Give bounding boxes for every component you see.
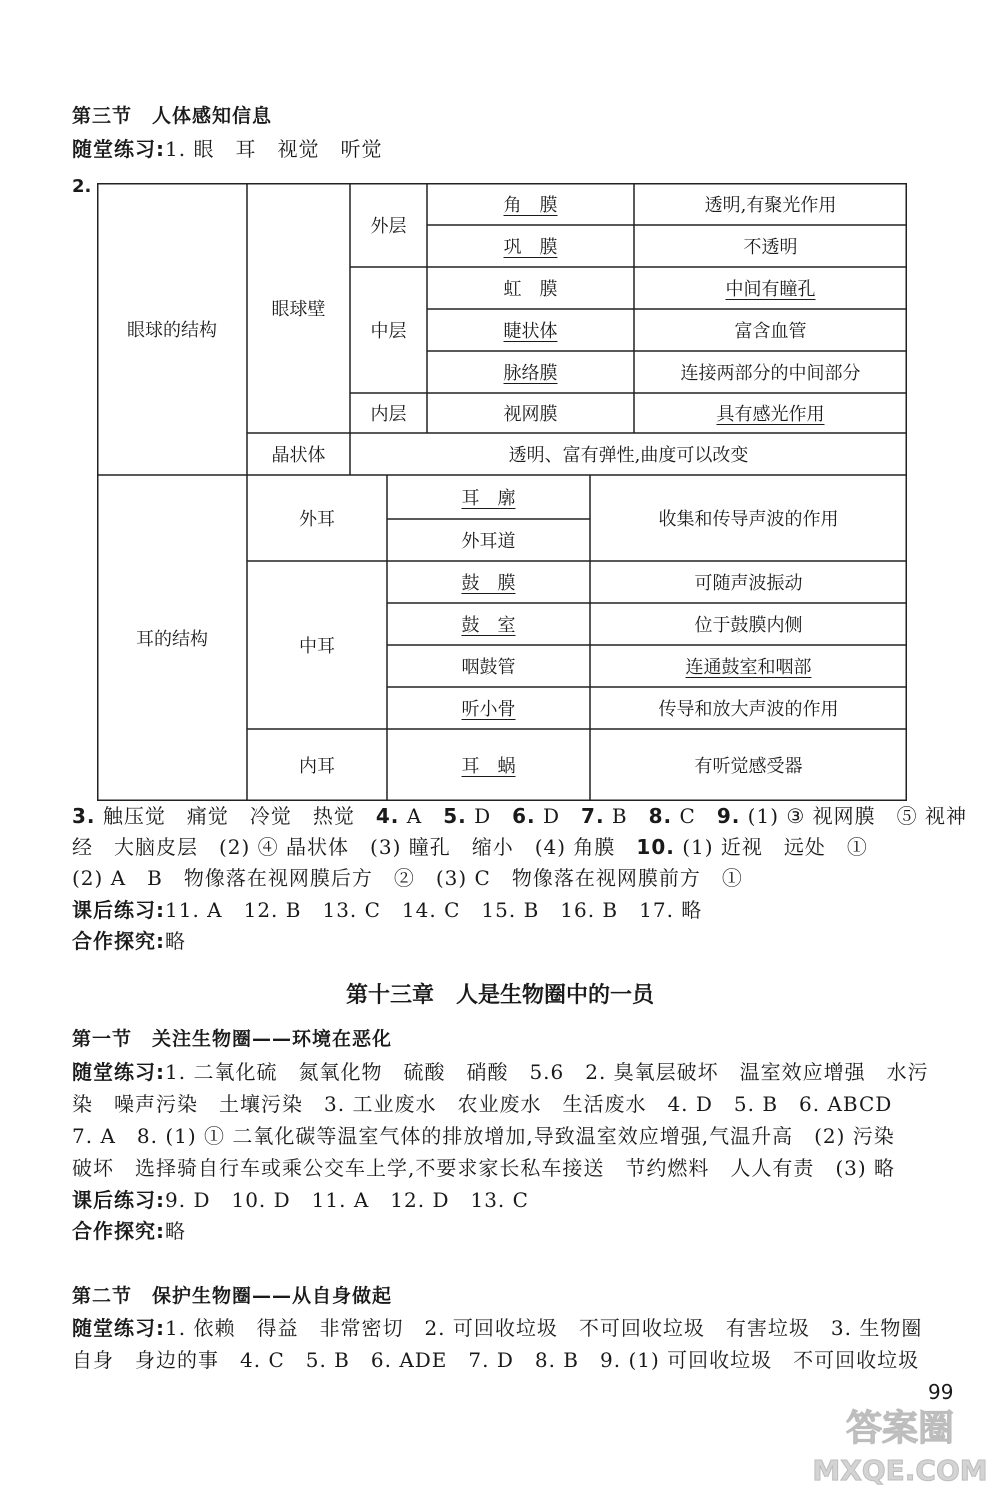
sec2-line-1 [72, 1313, 922, 1343]
sec1-line-3: 7. A 8. (1) ① 二氧化碳等温室气体的排放增加,导致温室效应增强,气温升高 (2) 污染 [72, 1124, 895, 1148]
answer-text: B [604, 804, 649, 828]
sec1-line-2: 染 噪声污染 土壤污染 3. 工业废水 农业废水 生活废水 4. D 5. B 6. ABCD [72, 1092, 893, 1116]
q-num: 5. [443, 804, 467, 828]
ear-desc-tympanic: 位于鼓膜内侧 [694, 615, 803, 636]
answer-line-1 [72, 801, 967, 831]
svg-text:MXQE.COM: MXQE.COM [812, 1454, 988, 1487]
lens-label: 晶状体 [271, 445, 326, 466]
practice-text: 1. 眼 耳 视觉 听觉 [165, 137, 383, 161]
ear-structure-title: 耳的结构 [136, 629, 208, 650]
section-heading-3: 第三节 人体感知信息 [72, 105, 273, 127]
ear-part-eardrum: 鼓 膜 [461, 573, 516, 594]
sec2-line-2: 自身 身边的事 4. C 5. B 6. ADE 7. D 8. B 9. (1) 可回收垃圾 不可回收垃圾 [72, 1348, 920, 1372]
svg-text:答案圈: 答案圈 [845, 1408, 955, 1449]
answer-text: (1) ③ 视网膜 ⑤ 视神 [740, 804, 968, 828]
ear-part-ossicles: 听小骨 [461, 699, 516, 720]
after-class-label: 课后练习: [72, 898, 165, 922]
sec1-coop-line [72, 1216, 186, 1246]
sec1-line-4: 破坏 选择骑自行车或乘公交车上学,不要求家长私车接送 节约燃料 人人有责 (3) 略 [72, 1156, 896, 1180]
eye-part-ciliary: 睫状体 [503, 321, 558, 342]
eye-desc-ciliary: 富含血管 [734, 321, 807, 342]
outer-ear-desc: 收集和传导声波的作用 [658, 509, 839, 530]
structure-table [97, 183, 907, 801]
eyeball-wall-label: 眼球壁 [271, 299, 326, 320]
eye-desc-sclera: 不透明 [743, 237, 798, 258]
eye-desc-cornea: 透明,有聚光作用 [704, 195, 837, 216]
sec1-line-1 [72, 1057, 929, 1087]
coop-label: 合作探究: [72, 929, 165, 953]
ear-desc-cochlea: 有听觉感受器 [694, 756, 803, 777]
practice-label: 随堂练习: [72, 137, 165, 161]
coop-label: 合作探究: [72, 1219, 165, 1243]
eye-part-cornea: 角 膜 [503, 195, 558, 216]
eye-part-choroid: 脉络膜 [503, 363, 558, 384]
coop-text: 略 [165, 1219, 186, 1243]
eye-structure-title: 眼球的结构 [127, 320, 217, 341]
eye-desc-retina: 具有感光作用 [716, 404, 825, 425]
inner-layer-label: 内层 [370, 404, 407, 425]
q-num: 3. [72, 804, 96, 828]
ear-desc-eardrum: 可随声波振动 [694, 573, 803, 594]
answer-text: 触压觉 痛觉 冷觉 热觉 [95, 804, 376, 828]
after-class-line [72, 895, 702, 925]
inner-ear-label: 内耳 [299, 756, 335, 777]
watermark-logo [810, 1398, 990, 1488]
q-num: 4. [375, 804, 400, 828]
eye-desc-choroid: 连接两部分的中间部分 [680, 363, 861, 384]
answer-text: C [672, 804, 717, 828]
answer-line-3: (2) A B 物像落在视网膜后方 ② (3) C 物像落在视网膜前方 ① [72, 866, 743, 890]
outer-ear-label: 外耳 [299, 509, 335, 530]
q-num: 7. [581, 804, 605, 828]
answer-line-2 [72, 832, 868, 862]
after-class-text: 9. D 10. D 11. A 12. D 13. C [165, 1188, 529, 1212]
after-class-text: 11. A 12. B 13. C 14. C 15. B 16. B 17. 略 [165, 898, 703, 922]
practice-line [72, 134, 382, 164]
eye-part-sclera: 巩 膜 [503, 237, 558, 258]
coop-text: 略 [165, 929, 186, 953]
coop-line [72, 926, 186, 956]
ear-part-cochlea: 耳 蜗 [461, 756, 516, 777]
answer-text: A [399, 804, 444, 828]
answer-text: D [466, 804, 513, 828]
answer-text: D [535, 804, 582, 828]
practice-label: 随堂练习: [72, 1060, 165, 1084]
outer-layer-label: 外层 [370, 216, 407, 237]
practice-label: 随堂练习: [72, 1316, 165, 1340]
ear-part-auricle: 耳 廓 [461, 488, 516, 509]
ear-part-canal: 外耳道 [461, 531, 516, 552]
q-num: 9. [716, 804, 741, 828]
middle-layer-label: 中层 [370, 321, 407, 342]
ear-part-tympanic: 鼓 室 [461, 615, 516, 636]
eye-part-iris: 虹 膜 [503, 279, 558, 300]
ear-part-eustachian: 咽鼓管 [461, 657, 516, 678]
ear-desc-eustachian: 连通鼓室和咽部 [685, 657, 812, 678]
q-num: 10. [636, 835, 675, 859]
after-class-label: 课后练习: [72, 1188, 165, 1212]
q-num: 8. [648, 804, 673, 828]
eye-part-retina: 视网膜 [503, 404, 558, 425]
page-number: 99 [928, 1380, 954, 1404]
lens-desc: 透明、富有弹性,曲度可以改变 [508, 445, 749, 466]
chapter-title: 第十三章 人是生物圈中的一员 [345, 983, 654, 1008]
answer-text: (1) 近视 远处 ① [674, 835, 868, 859]
practice-text: 1. 依赖 得益 非常密切 2. 可回收垃圾 不可回收垃圾 有害垃圾 3. 生物圈 [165, 1316, 923, 1340]
question-number: 2. [72, 176, 92, 197]
sec1-after-line [72, 1185, 529, 1215]
ear-desc-ossicles: 传导和放大声波的作用 [658, 699, 839, 720]
middle-ear-label: 中耳 [299, 636, 335, 657]
eye-desc-iris: 中间有瞳孔 [725, 279, 816, 300]
section-heading-2: 第二节 保护生物圈——从自身做起 [72, 1285, 393, 1307]
q-num: 6. [512, 804, 536, 828]
section-heading-1: 第一节 关注生物圈——环境在恶化 [72, 1028, 393, 1050]
practice-text: 1. 二氧化硫 氮氧化物 硫酸 硝酸 5.6 2. 臭氧层破坏 温室效应增强 水污 [165, 1060, 929, 1084]
answer-text: 经 大脑皮层 (2) ④ 晶状体 (3) 瞳孔 缩小 (4) 角膜 [72, 835, 637, 859]
